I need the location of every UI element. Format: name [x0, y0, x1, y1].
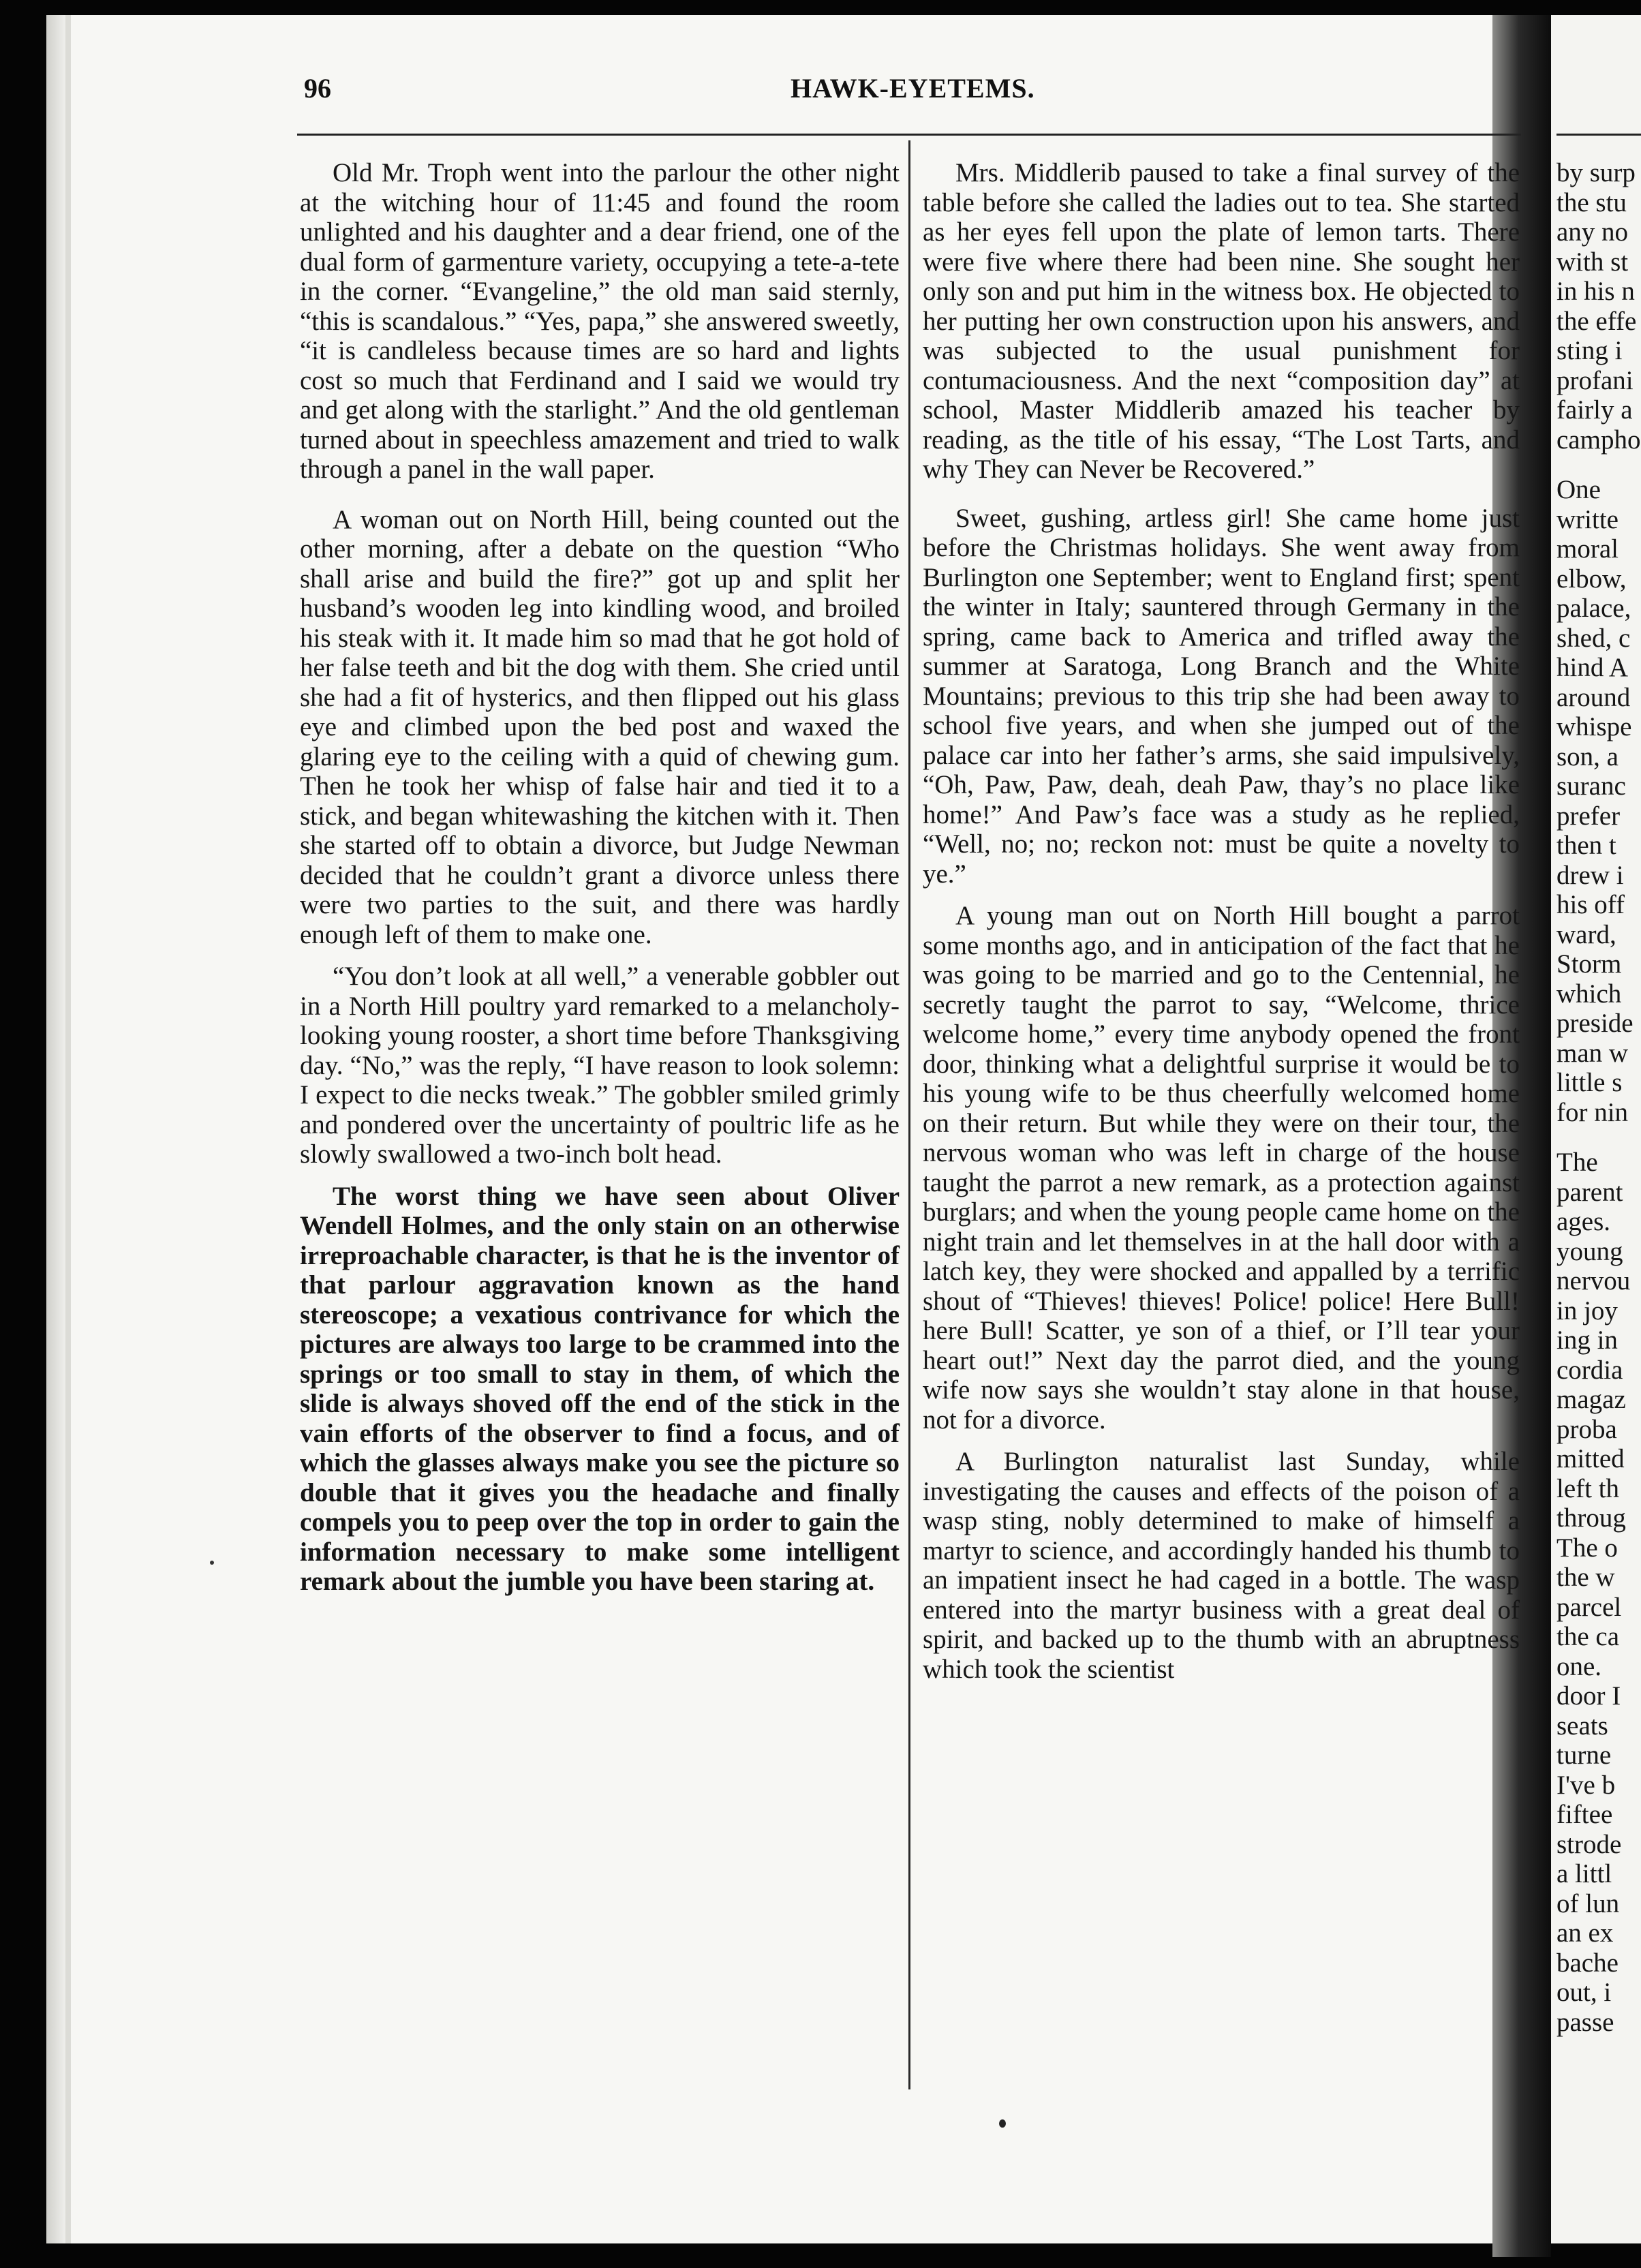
next-page-line: whispe	[1556, 712, 1632, 741]
running-head: HAWK-EYETEMS.	[791, 73, 1035, 104]
next-page-line: the stu	[1556, 187, 1627, 217]
next-page-line: prefer	[1556, 801, 1621, 831]
next-page-line: man w	[1556, 1038, 1629, 1068]
next-page-line: one.	[1556, 1651, 1602, 1681]
next-page-line: writte	[1556, 504, 1619, 534]
next-page-line: passe	[1556, 2007, 1614, 2037]
next-page-line: The o	[1556, 1533, 1618, 1563]
next-page-line: One	[1556, 475, 1601, 504]
ink-speck	[210, 1561, 214, 1565]
next-page-line: The	[1556, 1148, 1598, 1177]
next-page-line: fairly a	[1556, 395, 1633, 425]
next-page-line: Storm	[1556, 949, 1622, 979]
next-page-line: drew i	[1556, 860, 1624, 890]
page-number: 96	[304, 73, 331, 104]
next-page-line: parcel	[1556, 1592, 1622, 1622]
next-page-column-fragment	[1556, 158, 1641, 2037]
next-page-line: proba	[1556, 1414, 1617, 1444]
next-page-line: the effe	[1556, 306, 1637, 336]
next-page-line: his off	[1556, 890, 1625, 919]
next-page-line: an ex	[1556, 1918, 1614, 1948]
next-page-line: with st	[1556, 247, 1629, 277]
next-page-line: in his n	[1556, 277, 1635, 306]
paragraph-holmes: The worst thing we have seen about Oliver Wendell Holmes, and the only stain on an otherwise irreproachable character, is that he is the inventor of that parlour aggravation known as the hand stereoscope; a vexatious contrivance for which the pictures are always too large to be crammed into the springs or too small to stay in them, of which the slide is always shoved off the end of the stick in the vain efforts of the observer to find a focus, and of which the glasses always make you see the picture so double that it gives you the headache and finally compels you to peep over the top in order to gain the information necessary to make some intelligent remark about the jumble you have been staring at.	[300, 1181, 900, 1596]
left-column	[300, 158, 900, 1609]
next-page-line: around	[1556, 682, 1631, 712]
paragraph-gap	[1556, 455, 1641, 475]
next-page-line: cordia	[1556, 1355, 1623, 1385]
header-rule	[297, 134, 1521, 136]
next-page-line: preside	[1556, 1009, 1634, 1038]
next-page-line: of lun	[1556, 1888, 1620, 1918]
next-page-line: bache	[1556, 1948, 1619, 1978]
next-page-line: hind A	[1556, 653, 1629, 682]
next-page-line: seats	[1556, 1711, 1608, 1741]
right-column	[923, 158, 1520, 1696]
paragraph-troph: Old Mr. Troph went into the parlour the other night at the witching hour of 11:45 and found the room unlighted and his daughter and a dear friend, one of the dual form of garmenture variety, occupying a tete-a-tete in the corner. “Evangeline,” the old man said sternly, “this is scandalous.” “Yes, papa,” she answered sweetly, “it is candleless because times are so hard and lights cost so much that Ferdinand and I said we would try and get along with the starlight.” And the old gentleman turned about in speechless amazement and tried to walk through a panel in the wall paper.	[300, 158, 900, 484]
next-page-line: young	[1556, 1236, 1623, 1266]
next-page-line: campho	[1556, 425, 1641, 455]
next-page-line: throug	[1556, 1503, 1626, 1533]
next-page-line: ward,	[1556, 919, 1616, 949]
next-page-line: then t	[1556, 831, 1616, 860]
next-page-line: in joy	[1556, 1296, 1618, 1325]
next-page-line: nervou	[1556, 1266, 1631, 1296]
next-page-line: I've b	[1556, 1770, 1616, 1800]
next-page-line: mitted	[1556, 1444, 1625, 1473]
next-page-line: palace,	[1556, 594, 1631, 623]
paragraph-gobbler: “You don’t look at all well,” a venerable gobbler out in a North Hill poultry yard remarked to a melancholy-looking young rooster, a short time before Thanksgiving day. “No,” was the reply, “I have reason to look solemn: I expect to die necks tweak.” The gobbler smiled grimly and pondered over the uncertainty of poultric life as he slowly swallowed a two-inch bolt head.	[300, 962, 900, 1169]
column-rule	[908, 140, 910, 2089]
next-page-line: out, i	[1556, 1978, 1612, 2007]
next-page-header-rule	[1556, 134, 1641, 136]
next-page-line: shed, c	[1556, 623, 1631, 653]
next-page-line: ing in	[1556, 1325, 1618, 1355]
next-page-line: door I	[1556, 1681, 1621, 1711]
next-page-line: strode	[1556, 1829, 1622, 1859]
ink-dot	[999, 2119, 1006, 2128]
next-page-line: turne	[1556, 1741, 1612, 1770]
paragraph-artless-girl: Sweet, gushing, artless girl! She came home just before the Christmas holidays. She went away from Burlington one September; went to England first; spent the winter in Italy; sauntered through Germany in the spring, came back to America and trifled away the summer at Saratoga, Long Branch and the White Mountains; previous to this trip she had been away to school five years, and when she jumped out of the palace car into her father’s arms, she said impulsively, “Oh, Paw, Paw, deah, deah Paw, thay’s no place like home!” And Paw’s face was a study as he replied, “Well, no; no; reckon not: must be quite a novelty to ye.”	[923, 503, 1520, 889]
next-page-line: sting i	[1556, 336, 1623, 365]
next-page-line: suranc	[1556, 771, 1626, 801]
next-page-line: fiftee	[1556, 1800, 1613, 1829]
next-page-line: son, a	[1556, 741, 1619, 771]
next-page-line: by surp	[1556, 158, 1636, 187]
paragraph-parrot: A young man out on North Hill bought a parrot some months ago, and in anticipation of the fact that he was going to be married and go to the Centennial, he secretly taught the parrot to say, “Welcome, thrice welcome home,” every time anybody opened the front door, thinking what a delightful surprise it would be to his young wife to be thus cheerfully welcomed home on their return. But while they were on their tour, the nervous woman who was left in charge of the house taught the parrot a new remark, as a protection against burglars; and when the young people came home on the night train and let themselves in at the hall door with a latch key, they were shocked and appalled by a terrific shout of “Thieves! thieves! Police! police! Here Bull! here Bull! Scatter, ye son of a thief, or I’ll tear your heart out!” Next day the parrot died, and the young wife now says she wouldn’t stay alone in that house, not for a divorce.	[923, 901, 1520, 1435]
paragraph-middlerib: Mrs. Middlerib paused to take a final survey of the table before she called the ladies out to tea. She started as her eyes fell upon the plate of lemon tarts. There were five where there had been nine. She sought her only son and put him in the witness box. He objected to her putting her own construction upon his answers, and was subjected to the usual punishment for contumaciousness. And the next “composition day” at school, Master Middlerib amazed his teacher by reading, as the title of his essay, “The Lost Tarts, and why They can Never be Recovered.”	[923, 158, 1520, 484]
next-page-line: moral	[1556, 534, 1619, 564]
next-page-line: the w	[1556, 1563, 1615, 1592]
next-page-line: profani	[1556, 365, 1634, 395]
next-page-line: parent	[1556, 1177, 1623, 1207]
next-page-line: elbow,	[1556, 564, 1627, 594]
next-page-line: little s	[1556, 1068, 1623, 1097]
next-page-line: a littl	[1556, 1859, 1612, 1888]
next-page-line: magaz	[1556, 1385, 1626, 1414]
paragraph-gap	[1556, 1127, 1641, 1148]
next-page-line: the ca	[1556, 1622, 1620, 1651]
next-page-line: which	[1556, 979, 1622, 1009]
paragraph-naturalist: A Burlington naturalist last Sunday, while investigating the causes and effects of the poison of a wasp sting, nobly determined to make of himself a martyr to science, and accordingly handed his thumb to an impatient insect he had caged in a bottle. The wasp entered into the martyr business with a great deal of spirit, and backed up to the thumb with an abruptness which took the scientist	[923, 1447, 1520, 1684]
next-page-line: for nin	[1556, 1097, 1629, 1127]
next-page-line: ages.	[1556, 1207, 1611, 1236]
next-page-line: any no	[1556, 217, 1629, 247]
paragraph-north-hill-woman: A woman out on North Hill, being counted out the other morning, after a debate on the question “Who shall arise and build the fire?” got up and split her husband’s wooden leg into kindling wood, and broiled his steak with it. It made him so mad that he got hold of her false teeth and bit the dog with them. She cried until she had a fit of hysterics, and then flipped out his glass eye and climbed upon the bed post and waxed the glaring eye to the ceiling with a quid of chewing gum. Then he took her whisp of false hair and tied it to a stick, and began whitewashing the kitchen with it. Then she started off to obtain a divorce, but Judge Newman decided that he couldn’t grant a divorce unless there were two parties to the suit, and there was hardly enough left of them to make one.	[300, 504, 900, 949]
next-page-line: left th	[1556, 1473, 1620, 1503]
